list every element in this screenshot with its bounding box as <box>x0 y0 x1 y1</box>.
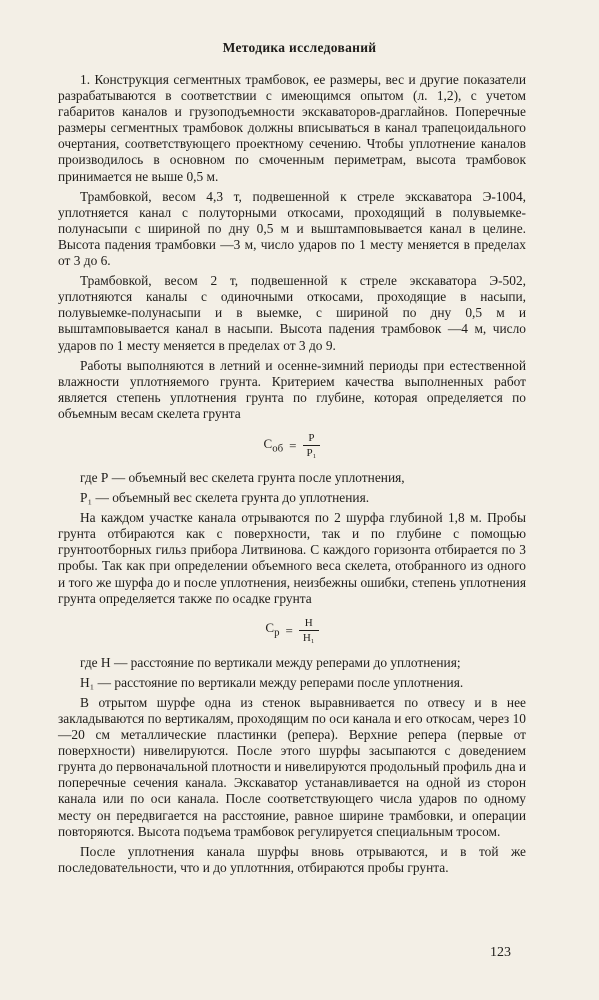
paragraph-1: 1. Конструкция сегментных трамбовок, ее размеры, вес и другие показатели разрабатываются в соответствии с имеющимся опытом (л. 1,2), с учетом габаритов каналов и грузоподъемности экскаваторов-драглайнов. Поперечные размеры сегментных трамбовок должны вписываться в канал трапецоидального очертания, соответствующего проектному сечению. Чтобы уплотнение каналов производилось в основном по смоченным периметрам, высота трамбовок принимается не выше 0,5 м. <box>58 72 526 184</box>
formula-1-numerator: Р <box>308 431 315 444</box>
formula-2-fraction <box>299 617 319 645</box>
paragraph-5: На каждом участке канала отрываются по 2 шурфа глубиной 1,8 м. Пробы грунта отбираются как с поверхности, так и по глубине с помощью грунтоотборных гильз прибора Литвинова. С каждого горизонта отбирается по 3 пробы. Так как при определении объемного веса скелета, отобранного из одного и того же шурфа до и после уплотнения, неизбежны ошибки, степень уплотнения грунта определяется также по осадке грунта <box>58 510 526 606</box>
paragraph-4: Работы выполняются в летний и осенне-зимний периоды при естественной влажности уплотняемого грунта. Критерием качества выполненных работ является степень уплотнения грунта по глубине, которая определяется по объемным весам скелета грунта <box>58 357 526 421</box>
paragraph-3: Трамбовкой, весом 2 т, подвешенной к стреле экскаватора Э-502, уплотняются каналы с одиночными откосами, проходящие в насыпи, полувыемке-полунасыпи и в выемке, с шириной по дну 0,5 м и выштамповывается канал в насыпи. Высота падения трамбовок —4 м, число ударов по 1 месту меняется в пределах от 3 до 9. <box>58 273 526 353</box>
page-number: 123 <box>490 945 511 960</box>
formula-2-numerator: Н <box>304 616 313 629</box>
definition-1a: где Р — объемный вес скелета грунта после уплотнения, <box>80 469 405 485</box>
formula-1-eq: = <box>289 437 297 453</box>
formula-1-lhs: $С_{об}$ <box>263 435 284 455</box>
definition-2a: где Н — расстояние по вертикали между реперами до уплотнения; <box>80 654 461 670</box>
paragraph-2: Трамбовкой, весом 4,3 т, подвешенной к стреле экскаватора Э-1004, уплотняется канал с полуторными откосами, проходящий в полувыемке-полунасыпи с шириной по дну 0,5 м и выштамповывается канал в целине. Высота падения трамбовки —3 м, число ударов по 1 месту меняется в пределах от 3 до 6. <box>58 188 526 269</box>
formula-2-eq: = <box>285 622 293 638</box>
formula-1-fraction <box>303 432 321 460</box>
section-title: Методика исследований <box>222 40 377 55</box>
formula-2-lhs: $С_р$ <box>265 620 280 639</box>
body-text <box>58 72 526 880</box>
definition-2b: Н₁ — расстояние по вертикали между реперами после уплотнения. <box>80 674 464 690</box>
formula-2-denominator: Н₁ <box>299 630 319 645</box>
formula-compaction-settlement <box>58 617 526 645</box>
formula-1-denominator: Р₁ <box>303 445 321 460</box>
definition-1b: Р₁ — объемный вес скелета грунта до уплотнения. <box>80 490 370 506</box>
paragraph-6: В отрытом шурфе одна из стенок выравнивается по отвесу и в нее закладываются по вертикалям, проходящим по оси канала и его откосам, через 10—20 см металлические пластинки (репера). Верхние репера (первые от поверхности) нивелируются. После этого шурфы засыпаются с доведением грунта до первоначальной плотности и нивелируются продольный профиль дна и поперечные сечения канала. Экскаватор устанавливается на одной из сторон канала или по оси канала. После соответствующего числа ударов по одному месту он передвигается на расстояние, равное ширине трамбовки, и операции повторяются. Высота подъема трамбовок регулируется специальным тросом. <box>58 694 526 839</box>
paragraph-7: После уплотнения канала шурфы вновь отрываются, и в той же последовательности, что и до уплотнния, отбираются пробы грунта. <box>58 843 526 875</box>
formula-compaction-volume <box>58 432 526 460</box>
